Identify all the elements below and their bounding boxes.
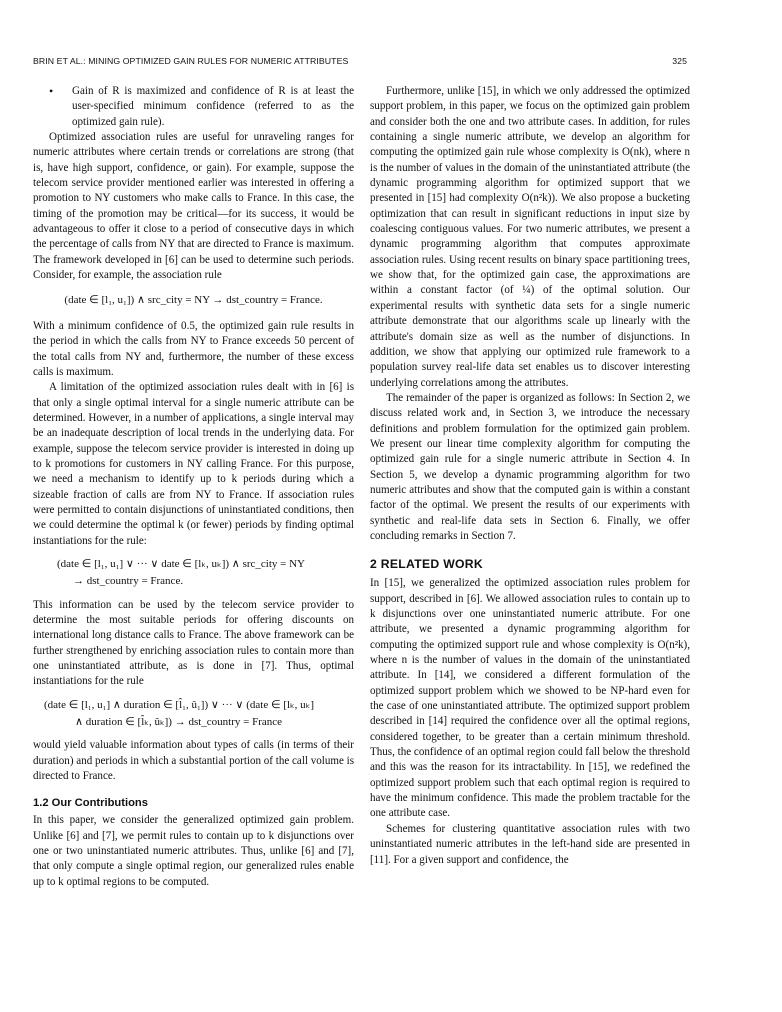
paragraph: In this paper, we consider the generalized optimized gain problem. Unlike [6] and [7], we permit rules to contain up to k disjunctions over one or two uninstantiated numeric attributes. Thus, unlike [6] and [7], that only compute a single optimal region, our generalized rules enable up to k optimal regions to be computed.: [33, 814, 354, 888]
equation: (date ∈ [l₁, u₁]) ∧ src_city = NY → dst_country = France.: [64, 294, 323, 307]
paragraph: With a minimum confidence of 0.5, the optimized gain rule results in the period in which the calls from NY to France exceeds 50 percent of the total calls from NY and, furthermore, the number of these excess calls is maximum.: [33, 319, 354, 378]
paragraph: Furthermore, unlike [15], in which we only addressed the optimized support problem, in this paper, we focus on the optimized gain problem and consider both the one and two attribute cases. In addition, for rules containing a single numeric attribute, we develop an algorithm for computing the optimized gain rule whose complexity is O(nk), where n is the number of values in the domain of the uninstantiated attribute (the dynamic programming algorithm for optimized support that we presented in [15] had complexity O(n²k)). We also propose a bucketing optimization that can result in significant reductions in input size by coalescing contiguous values. For two numeric attributes, we present a dynamic programming algorithm that computes approximate association rules. Using recent results on binary space partitioning trees, we show that, for the optimized gain case, the approximations are within a constant factor (of ¼) of the optimal solution. Our experimental results with synthetic data sets for a single numeric attribute demonstrate that our algorithms scale up linearly with the attribute's domain size as well as the number of disjunctions. In addition, we show that applying our optimized rule framework to a population survey real-life data set enables us to discover interesting underlying correlations among the attributes.: [370, 85, 690, 389]
section-heading: 2 RELATED WORK: [370, 557, 483, 572]
bullet-item: [33, 84, 354, 130]
paragraph: This information can be used by the telecom service provider to determine the most suitable periods for offering discounts on international long distance calls to France. The above framework can be further strengthened by enriching association rules to contain more than one uninstantiated attribute, as is done in [7]. Thus, optimal instantiations for the rule: [33, 598, 354, 688]
paragraph: The remainder of the paper is organized as follows: In Section 2, we discuss related work and, in Section 3, we introduce the necessary definitions and problem formulation for the optimized gain problem. We present our linear time complexity algorithm for computing the optimized gain rule for a single numeric attribute in Section 4. In Section 5, we develop a dynamic programming algorithm for two numeric attributes and show that the computed gain is within a constant factor of the optimal. We present the results of our experiments with synthetic and real-life data sets in Section 6. Finally, we offer concluding remarks in Section 7.: [370, 391, 690, 542]
equation-line: (date ∈ [l₁, u₁] ∧ duration ∈ [l̂₁, û₁]) ∨ ··· ∨ (date ∈ [lₖ, uₖ]: [44, 698, 315, 711]
paragraph: A limitation of the optimized association rules dealt with in [6] is that only a single optimal interval for a single numeric attribute can be determined. However, in a number of applications, a single interval may be an inadequate description of local trends in the underlying data. For example, suppose the telecom service provider is interested in doing up to k promotions for customers in NY calling France. For this purpose, we need a mechanism to identify up to k periods during which a sizeable fraction of calls are from NY to France. If association rules were permitted to contain disjunctions of uninstantiated conditions, then we could determine the optimal k (or fewer) periods by finding optimal instantiations for the rule:: [33, 381, 354, 547]
page-number: 325: [672, 56, 687, 66]
bullet-icon: •: [49, 84, 54, 98]
equation-block: [33, 557, 354, 590]
running-header: [33, 56, 749, 70]
equation-line: → dst_country = France.: [73, 575, 184, 588]
subsection-heading: 1.2 Our Contributions: [33, 797, 148, 810]
equation-line: ∧ duration ∈ [l̂ₖ, ûₖ]) → dst_country = France: [75, 716, 283, 729]
running-title: BRIN ET AL.: MINING OPTIMIZED GAIN RULES FOR NUMERIC ATTRIBUTES: [33, 56, 349, 66]
bullet-text: Gain of R is maximized and confidence of R is at least the user-specified minimum confidence (referred to as the optimized gain rule).: [72, 85, 354, 128]
paragraph: would yield valuable information about types of calls (in terms of their duration) and periods in which a substantial portion of the call volume is directed to France.: [33, 739, 354, 783]
paragraph: In [15], we generalized the optimized association rules problem for support, described in [6]. We allowed association rules to contain up to k disjunctions over one uninstantiated numeric attribute. For one attribute, we presented a dynamic programming algorithm for computing the optimized support rule and whose complexity is O(n²k), where n is the number of values in the domain of the uninstantiated attribute. In [14], we considered a different formulation of the optimized support problem which we showed to be NP-hard even for the case of one uninstantiated attribute. The optimized support problem described in [14] required the confidence over all the optimal regions, considered together, to be greater than a certain minimum threshold. Thus, the confidence of an optimal region could fall below the threshold and this was the reason for its intractability. In [15], we redefined the optimized support problem such that each optimal region is required to have the minimum confidence. This made the problem tractable for the one attribute case.: [370, 577, 690, 820]
equation-block: [33, 698, 354, 731]
left-column: [33, 84, 354, 890]
right-column: [370, 84, 690, 868]
equation-line: (date ∈ [l₁, u₁] ∨ ··· ∨ date ∈ [lₖ, uₖ]) ∧ src_city = NY: [57, 557, 305, 570]
paragraph: Optimized association rules are useful for unraveling ranges for numeric attributes where certain trends or correlations are strong (that is, have high support, confidence, or gain). For example, suppose the telecom service provider mentioned earlier was interested in offering a promotion to NY customers who make calls to France. In this case, the timing of the promotion may be critical—for its success, it would be advantageous to offer it close to a period of consecutive days in which the percentage of calls from NY that are directed to France is maximum. The framework developed in [6] can be used to determine such periods. Consider, for example, the association rule: [33, 131, 354, 282]
paragraph: Schemes for clustering quantitative association rules with two uninstantiated numeric attributes in the left-hand side are presented in [11]. For a given support and confidence, the: [370, 822, 690, 866]
